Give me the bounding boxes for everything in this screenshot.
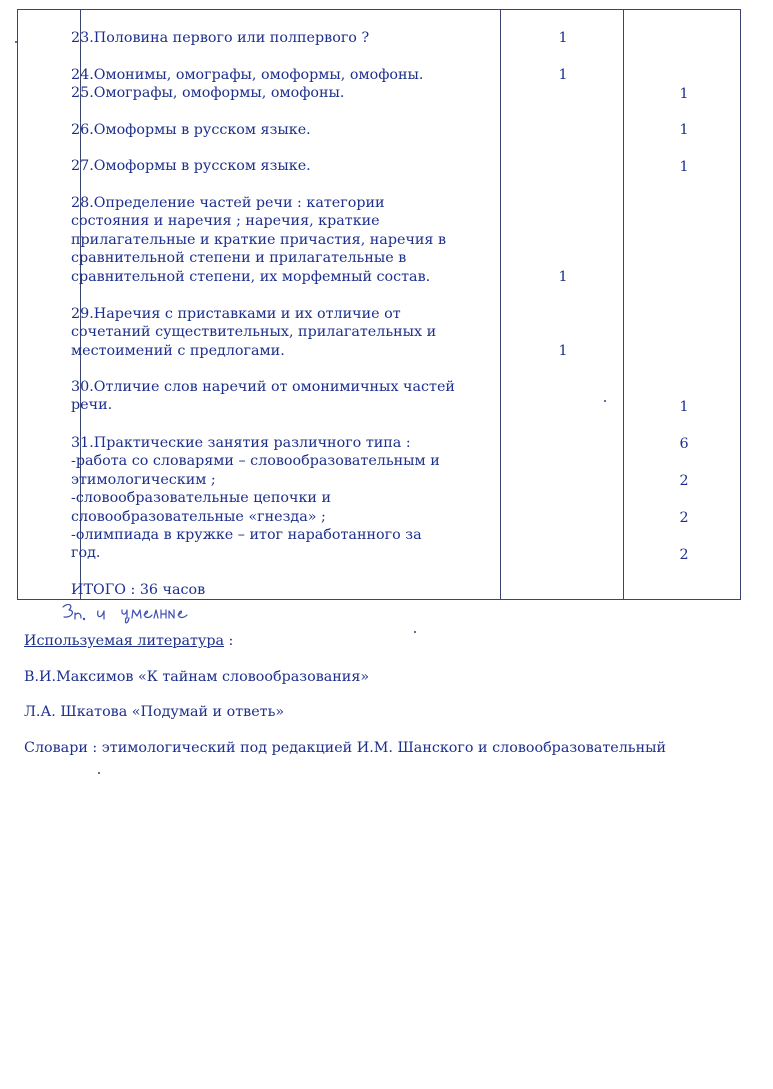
topic-30 (71, 378, 483, 415)
scan-speck (15, 41, 17, 43)
literature-item: В.И.Максимов «К тайнам словообразования» (24, 669, 370, 685)
hours-23: 1 (558, 30, 568, 46)
topic-31 (71, 434, 483, 563)
topic-line: состояния и наречия ; наречия, краткие (71, 213, 380, 230)
topic-line: речи. (71, 397, 113, 414)
topic-line: 29.Наречия с приставками и их отличие от (71, 306, 401, 322)
topic-line: -работа со словарями – словообразовательным и (71, 453, 440, 470)
scan-speck (414, 631, 416, 633)
literature-item: Л.А. Шкатова «Подумай и ответь» (24, 704, 285, 720)
hours-25: 1 (679, 86, 689, 102)
literature-heading (24, 633, 233, 649)
hours-24: 1 (558, 67, 568, 83)
topic-line: -словообразовательные цепочки и (71, 490, 331, 507)
handwritten-note (60, 598, 200, 628)
topic-26: 26.Омоформы в русском языке. (71, 122, 311, 138)
literature-item: Словари : этимологический под редакцией И.М. Шанского и словообразовательный (24, 740, 667, 756)
topic-23: 23.Половина первого или полпервого ? (71, 30, 370, 46)
topic-line: сочетаний существительных, прилагательных и (71, 324, 437, 341)
topic-line: сравнительной степени и прилагательные в (71, 250, 407, 267)
topic-line: 28.Определение частей речи : категории (71, 195, 385, 211)
topic-line: год. (71, 545, 101, 562)
topic-line: 31.Практические занятия различного типа : (71, 435, 411, 451)
topic-line: прилагательные и краткие причастия, наречия в (71, 231, 447, 248)
literature-title: Используемая литература (24, 633, 225, 649)
hours-27: 1 (679, 159, 689, 175)
hours-31-total: 6 (679, 436, 689, 452)
hours-28: 1 (558, 269, 568, 285)
total-hours: ИТОГО : 36 часов (71, 582, 206, 598)
hours-31-dictionaries: 2 (679, 473, 689, 489)
scan-speck (604, 400, 606, 402)
topic-line: этимологическим ; (71, 471, 216, 488)
table-cell-hours-a (501, 10, 624, 600)
literature-title-suffix: : (224, 633, 234, 649)
topic-line: сравнительной степени, их морфемный состав. (71, 268, 431, 285)
topic-28 (71, 194, 483, 286)
hours-31-chains: 2 (679, 510, 689, 526)
scan-speck (98, 772, 100, 774)
topic-24: 24.Омонимы, омографы, омоформы, омофоны. (71, 67, 424, 83)
topic-25: 25.Омографы, омоформы, омофоны. (71, 85, 345, 101)
topic-27: 27.Омоформы в русском языке. (71, 158, 311, 174)
topic-29 (71, 305, 483, 360)
topic-line: словообразовательные «гнезда» ; (71, 508, 326, 525)
topic-line: 30.Отличие слов наречий от омонимичных частей (71, 379, 455, 395)
hours-30: 1 (679, 399, 689, 415)
topic-line: местоимений с предлогами. (71, 342, 285, 359)
hours-26: 1 (679, 122, 689, 138)
topic-line: -олимпиада в кружке – итог наработанного за (71, 527, 422, 544)
hours-29: 1 (558, 343, 568, 359)
hours-31-olympiad: 2 (679, 547, 689, 563)
